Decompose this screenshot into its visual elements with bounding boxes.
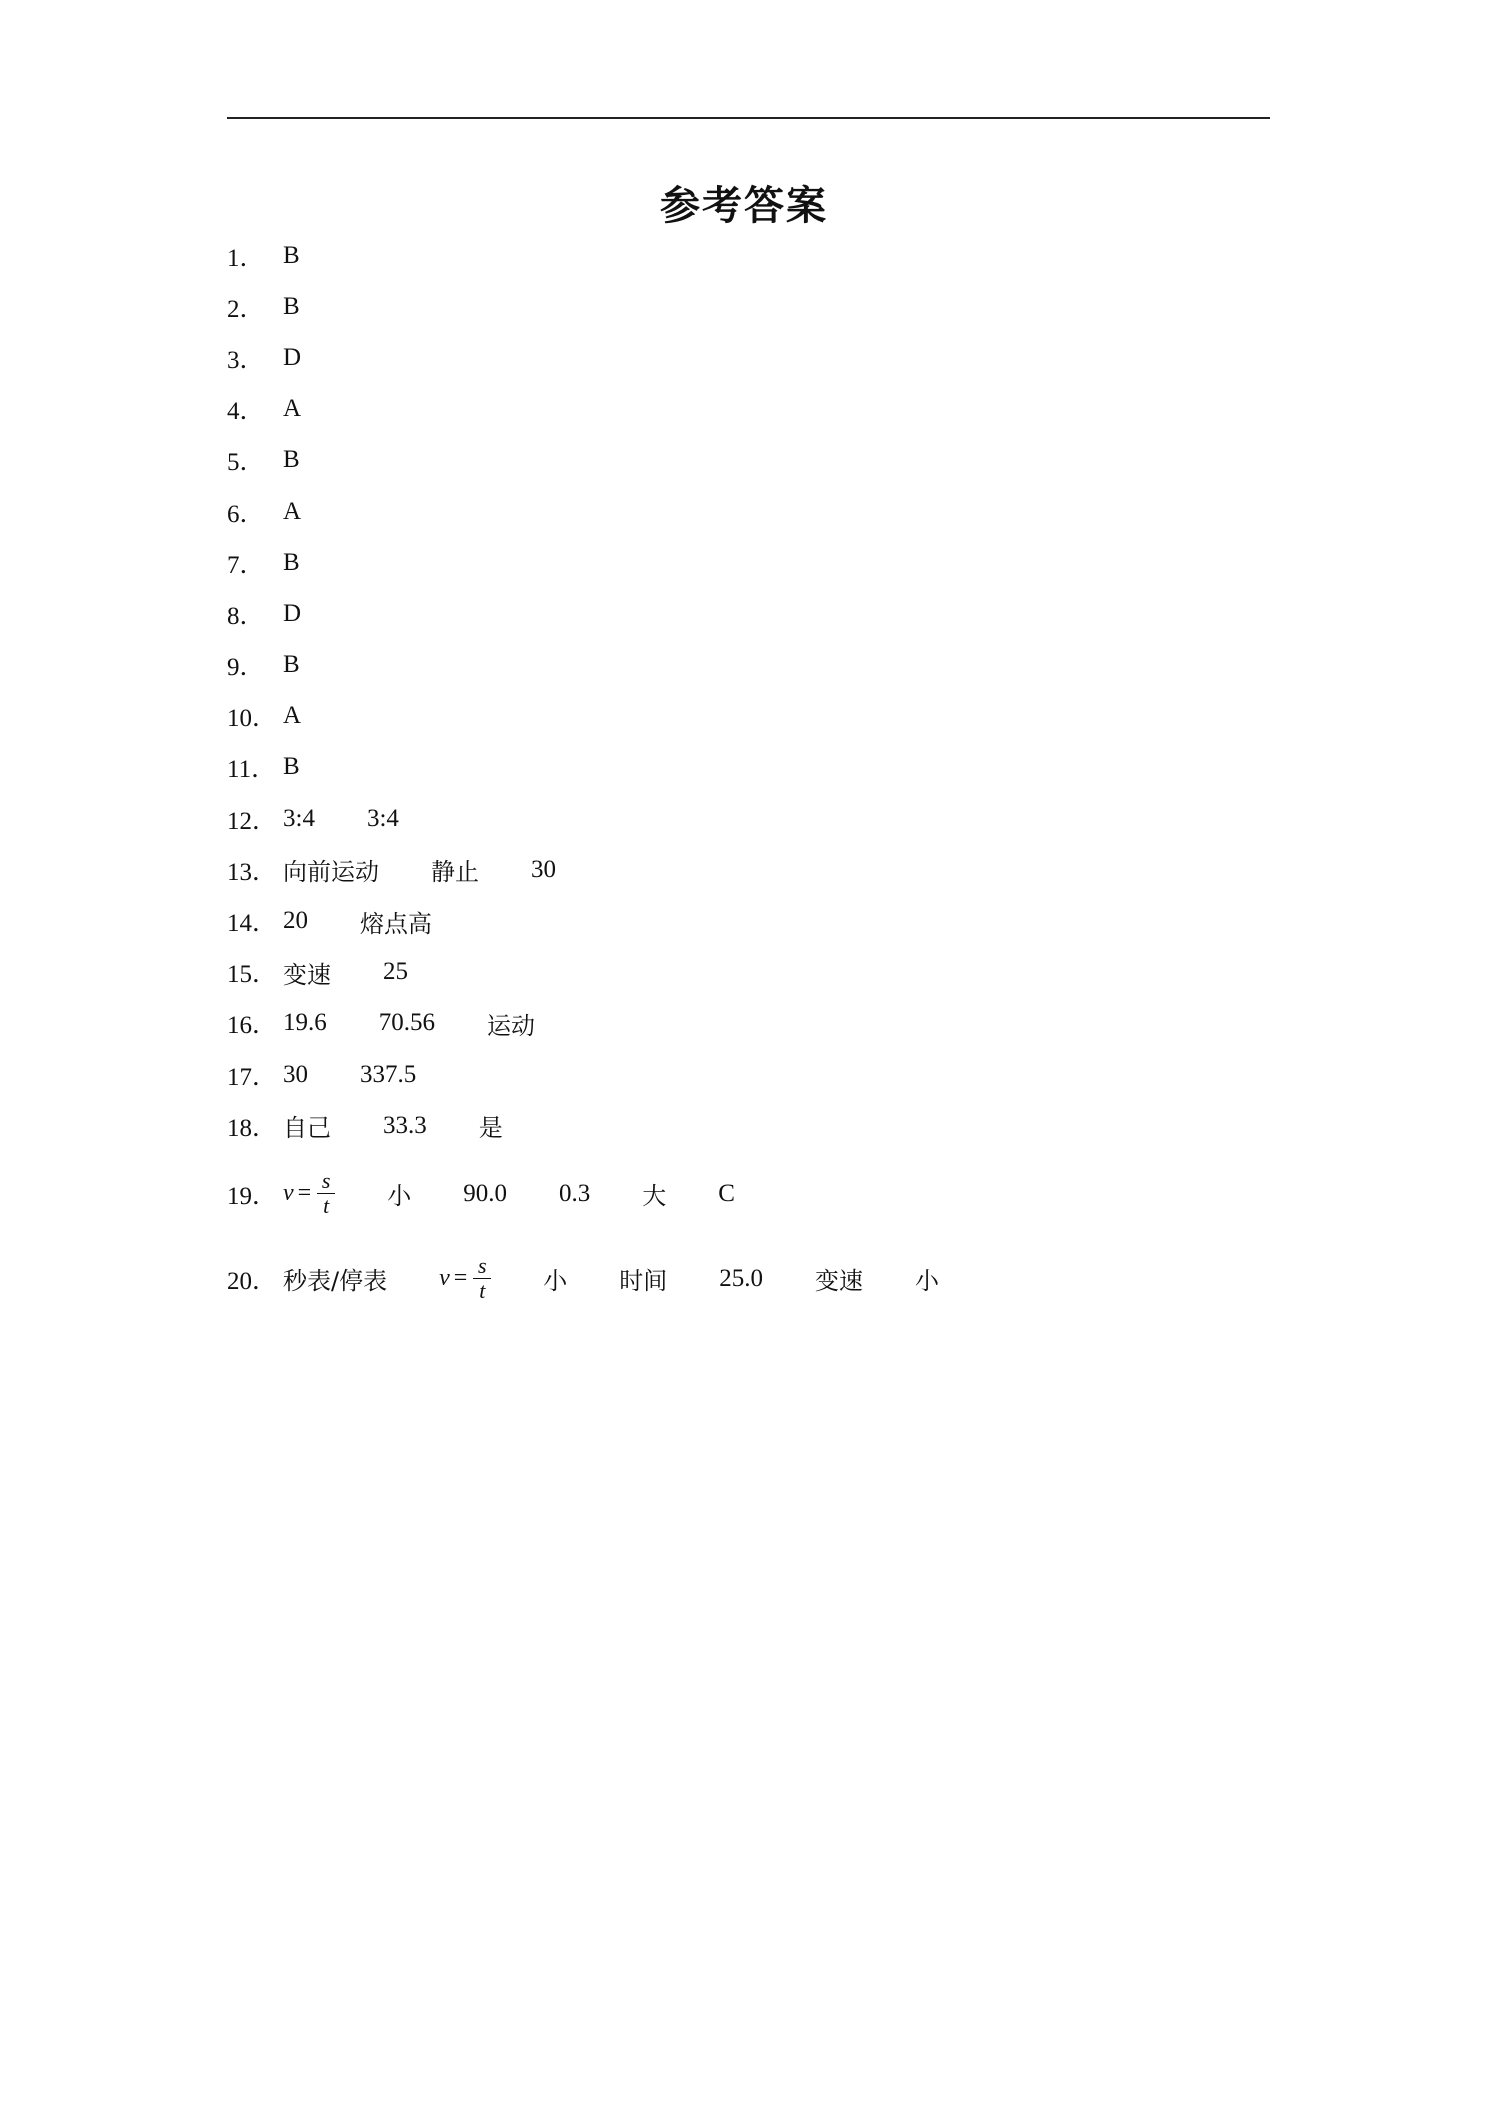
answer-text: 熔点高 [360,909,432,938]
question-number: 19． [227,1182,278,1210]
answer-text: 25 [383,958,408,986]
answer-row [227,1151,1270,1236]
question-number: 17． [227,1063,278,1091]
answer-text: 自己 [283,1114,331,1143]
answer-text: 20 [283,907,308,935]
question-number: 9． [227,654,265,682]
answer-text: B [283,753,300,781]
answer-text: 向前运动 [283,858,379,887]
formula-lhs: v [439,1265,450,1292]
question-number: 6． [227,500,265,528]
answer-text: 30 [531,855,556,883]
answer-row [227,895,1270,946]
answer-text: 小 [915,1267,940,1296]
answer-text: A [283,702,302,730]
answer-row [227,230,1270,281]
answer-text: A [283,497,302,525]
answer-text: B [283,651,300,679]
question-number: 20． [227,1267,278,1295]
answer-row [227,640,1270,691]
answer-row [227,793,1270,844]
answer-text: 3:4 [366,804,399,832]
fraction-numerator: s [478,1253,487,1279]
answer-text: 是 [478,1114,503,1143]
question-number: 13． [227,858,278,886]
question-number: 3． [227,346,265,374]
answer-text: 秒表/停表 [283,1267,388,1296]
answer-text: 时间 [619,1267,668,1296]
answer-row [227,1100,1270,1151]
fraction-denominator: t [323,1193,330,1219]
question-number: 7． [227,551,265,579]
answer-text: C [718,1179,735,1207]
answer-text: 30 [283,1060,308,1088]
answer-text: 变速 [815,1267,864,1296]
question-number: 8． [227,602,265,630]
speed-formula [439,1254,491,1303]
speed-formula [283,1169,335,1218]
answer-row [227,486,1270,537]
answer-row [227,1049,1270,1100]
formula-equals: = [453,1265,468,1292]
answer-text: 90.0 [463,1179,507,1207]
formula-equals: = [297,1180,312,1207]
answer-row [227,998,1270,1049]
answer-text: 0.3 [558,1179,591,1207]
answer-row [227,844,1270,895]
fraction-denominator: t [479,1278,486,1304]
question-number: 18． [227,1114,278,1142]
formula-lhs: v [283,1180,294,1207]
answer-row [227,588,1270,639]
answer-row [227,537,1270,588]
question-number: 2． [227,295,265,323]
answer-text: 70.56 [378,1009,435,1037]
question-number: 15． [227,961,278,989]
question-number: 16． [227,1012,278,1040]
answer-text: B [283,446,300,474]
answer-text: D [283,599,302,627]
answer-text: 运动 [487,1011,535,1040]
question-number: 12． [227,807,278,835]
question-number: 14． [227,910,278,938]
fraction-numerator: s [321,1168,331,1194]
answer-row [227,1236,1270,1321]
answer-text: D [283,343,302,371]
answer-row [227,947,1270,998]
formula-fraction [473,1254,491,1303]
answer-text: 337.5 [360,1060,417,1088]
answer-text: A [283,395,302,423]
answer-row [227,691,1270,742]
answer-row [227,384,1270,435]
answer-text: 静止 [431,858,479,887]
answer-text: B [283,548,300,576]
answer-text: 变速 [283,960,331,989]
answer-row [227,281,1270,332]
answer-text: 19.6 [283,1009,327,1037]
answer-row [227,742,1270,793]
question-number: 4． [227,398,265,426]
answer-text: 25.0 [719,1264,764,1292]
question-number: 10． [227,705,278,733]
answer-text: B [283,292,300,320]
answer-text: B [283,241,300,269]
answer-text: 33.3 [383,1111,427,1139]
question-number: 11． [227,756,277,784]
answer-list [227,230,1270,1321]
formula-fraction [317,1169,335,1218]
answer-text: 小 [387,1182,412,1211]
page-title: 参考答案 [660,183,828,229]
answer-row [227,435,1270,486]
answer-text: 小 [543,1267,568,1296]
answer-text: 大 [642,1182,667,1211]
question-number: 5． [227,449,265,477]
header-rule [227,117,1270,119]
answer-text: 3:4 [283,804,315,832]
answer-row [227,332,1270,383]
question-number: 1． [227,244,265,272]
